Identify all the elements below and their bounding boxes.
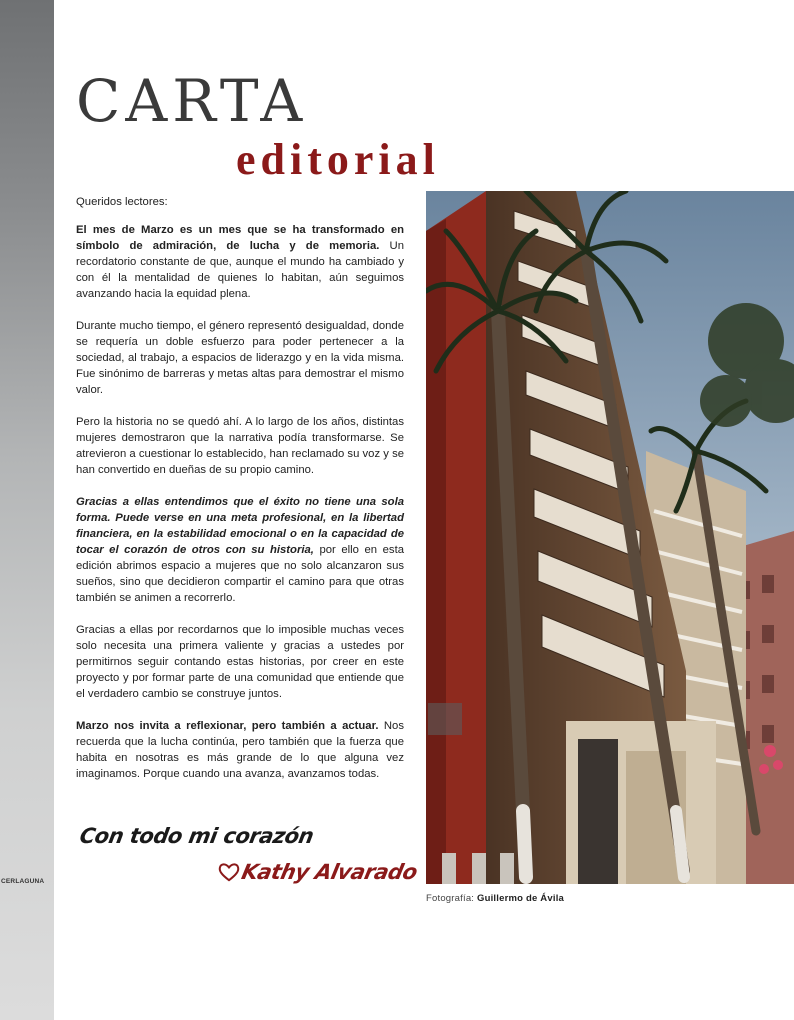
paragraph-1-text: Un recordatorio constante de que, aunque el mundo ha cambiado y con él la mentalidad de quienes lo habitan, aún seguimos avanzando hacia la equidad plena. <box>76 240 404 300</box>
paragraph-6-text: Nos recuerda que la lucha continúa, pero también que la fuerza que habita en nosotras es más grande de lo que alguna vez imaginamos. Porque cuando una avanza, avanzamos todas. <box>76 720 404 780</box>
photo-caption-label: Fotografía: <box>426 893 475 904</box>
paragraph-4 <box>76 494 404 606</box>
paragraph-4-text: por ello en esta edición abrimos espacio a mujeres que no solo alcanzaron sus sueños, sino que decidieron compartir el camino para que otras también se animen a recorrerlo. <box>76 544 404 604</box>
paragraph-3: Pero la historia no se quedó ahí. A lo largo de los años, distintas mujeres demostraron que la narrativa podía transformarse. Se atrevieron a cuestionar lo establecido, han reclamado su voz y se han convertido en dueñas de su propio camino. <box>76 416 404 476</box>
sidebar-label: CERLAGUNA <box>1 878 45 885</box>
sidebar-strip <box>0 0 54 1020</box>
closing-phrase: Con todo mi corazón <box>77 824 316 848</box>
photo-caption-author: Guillermo de Ávila <box>477 893 565 904</box>
letter-body <box>76 194 404 798</box>
page-subtitle: editorial <box>236 135 440 184</box>
paragraph-5: Gracias a ellas por recordarnos que lo imposible muchas veces solo necesita una primera valiente y gracias a ustedes por permitirnos seguir contando estas historias, por creer en este proyecto y por formar parte de una comunidad que entiende que el verdadero cambio se construye juntos. <box>76 624 404 700</box>
photo-caption <box>426 893 564 904</box>
building-photo <box>426 191 794 884</box>
paragraph-1-bold: El mes de Marzo es un mes que se ha transformado en símbolo de admiración, de lucha y de memoria. <box>76 224 404 252</box>
paragraph-6 <box>76 718 404 782</box>
signature <box>218 860 420 884</box>
paragraph-1 <box>76 222 404 302</box>
building-photo-illustration <box>426 191 794 884</box>
signature-name: Kathy Alvarado <box>239 860 420 884</box>
paragraph-6-bold: Marzo nos invita a reflexionar, pero también a actuar. <box>76 720 379 732</box>
greeting: Queridos lectores: <box>76 196 168 208</box>
heart-icon <box>218 862 240 882</box>
paragraph-2: Durante mucho tiempo, el género representó desigualdad, donde se requería un doble esfuerzo para poder pertenecer a la sociedad, al trabajo, a espacios de liderazgo y en la vida misma. Fue sinónimo de barreras y metas altas para demostrar el mismo valor. <box>76 320 404 396</box>
paragraph-4-bold: Gracias a ellas entendimos que el éxito no tiene una sola forma. Puede verse en una meta profesional, en la libertad financiera, en la estabilidad emocional o en la capacidad de tocar el corazón de otros con su historia, <box>76 496 404 556</box>
page-title: CARTA <box>76 67 308 135</box>
